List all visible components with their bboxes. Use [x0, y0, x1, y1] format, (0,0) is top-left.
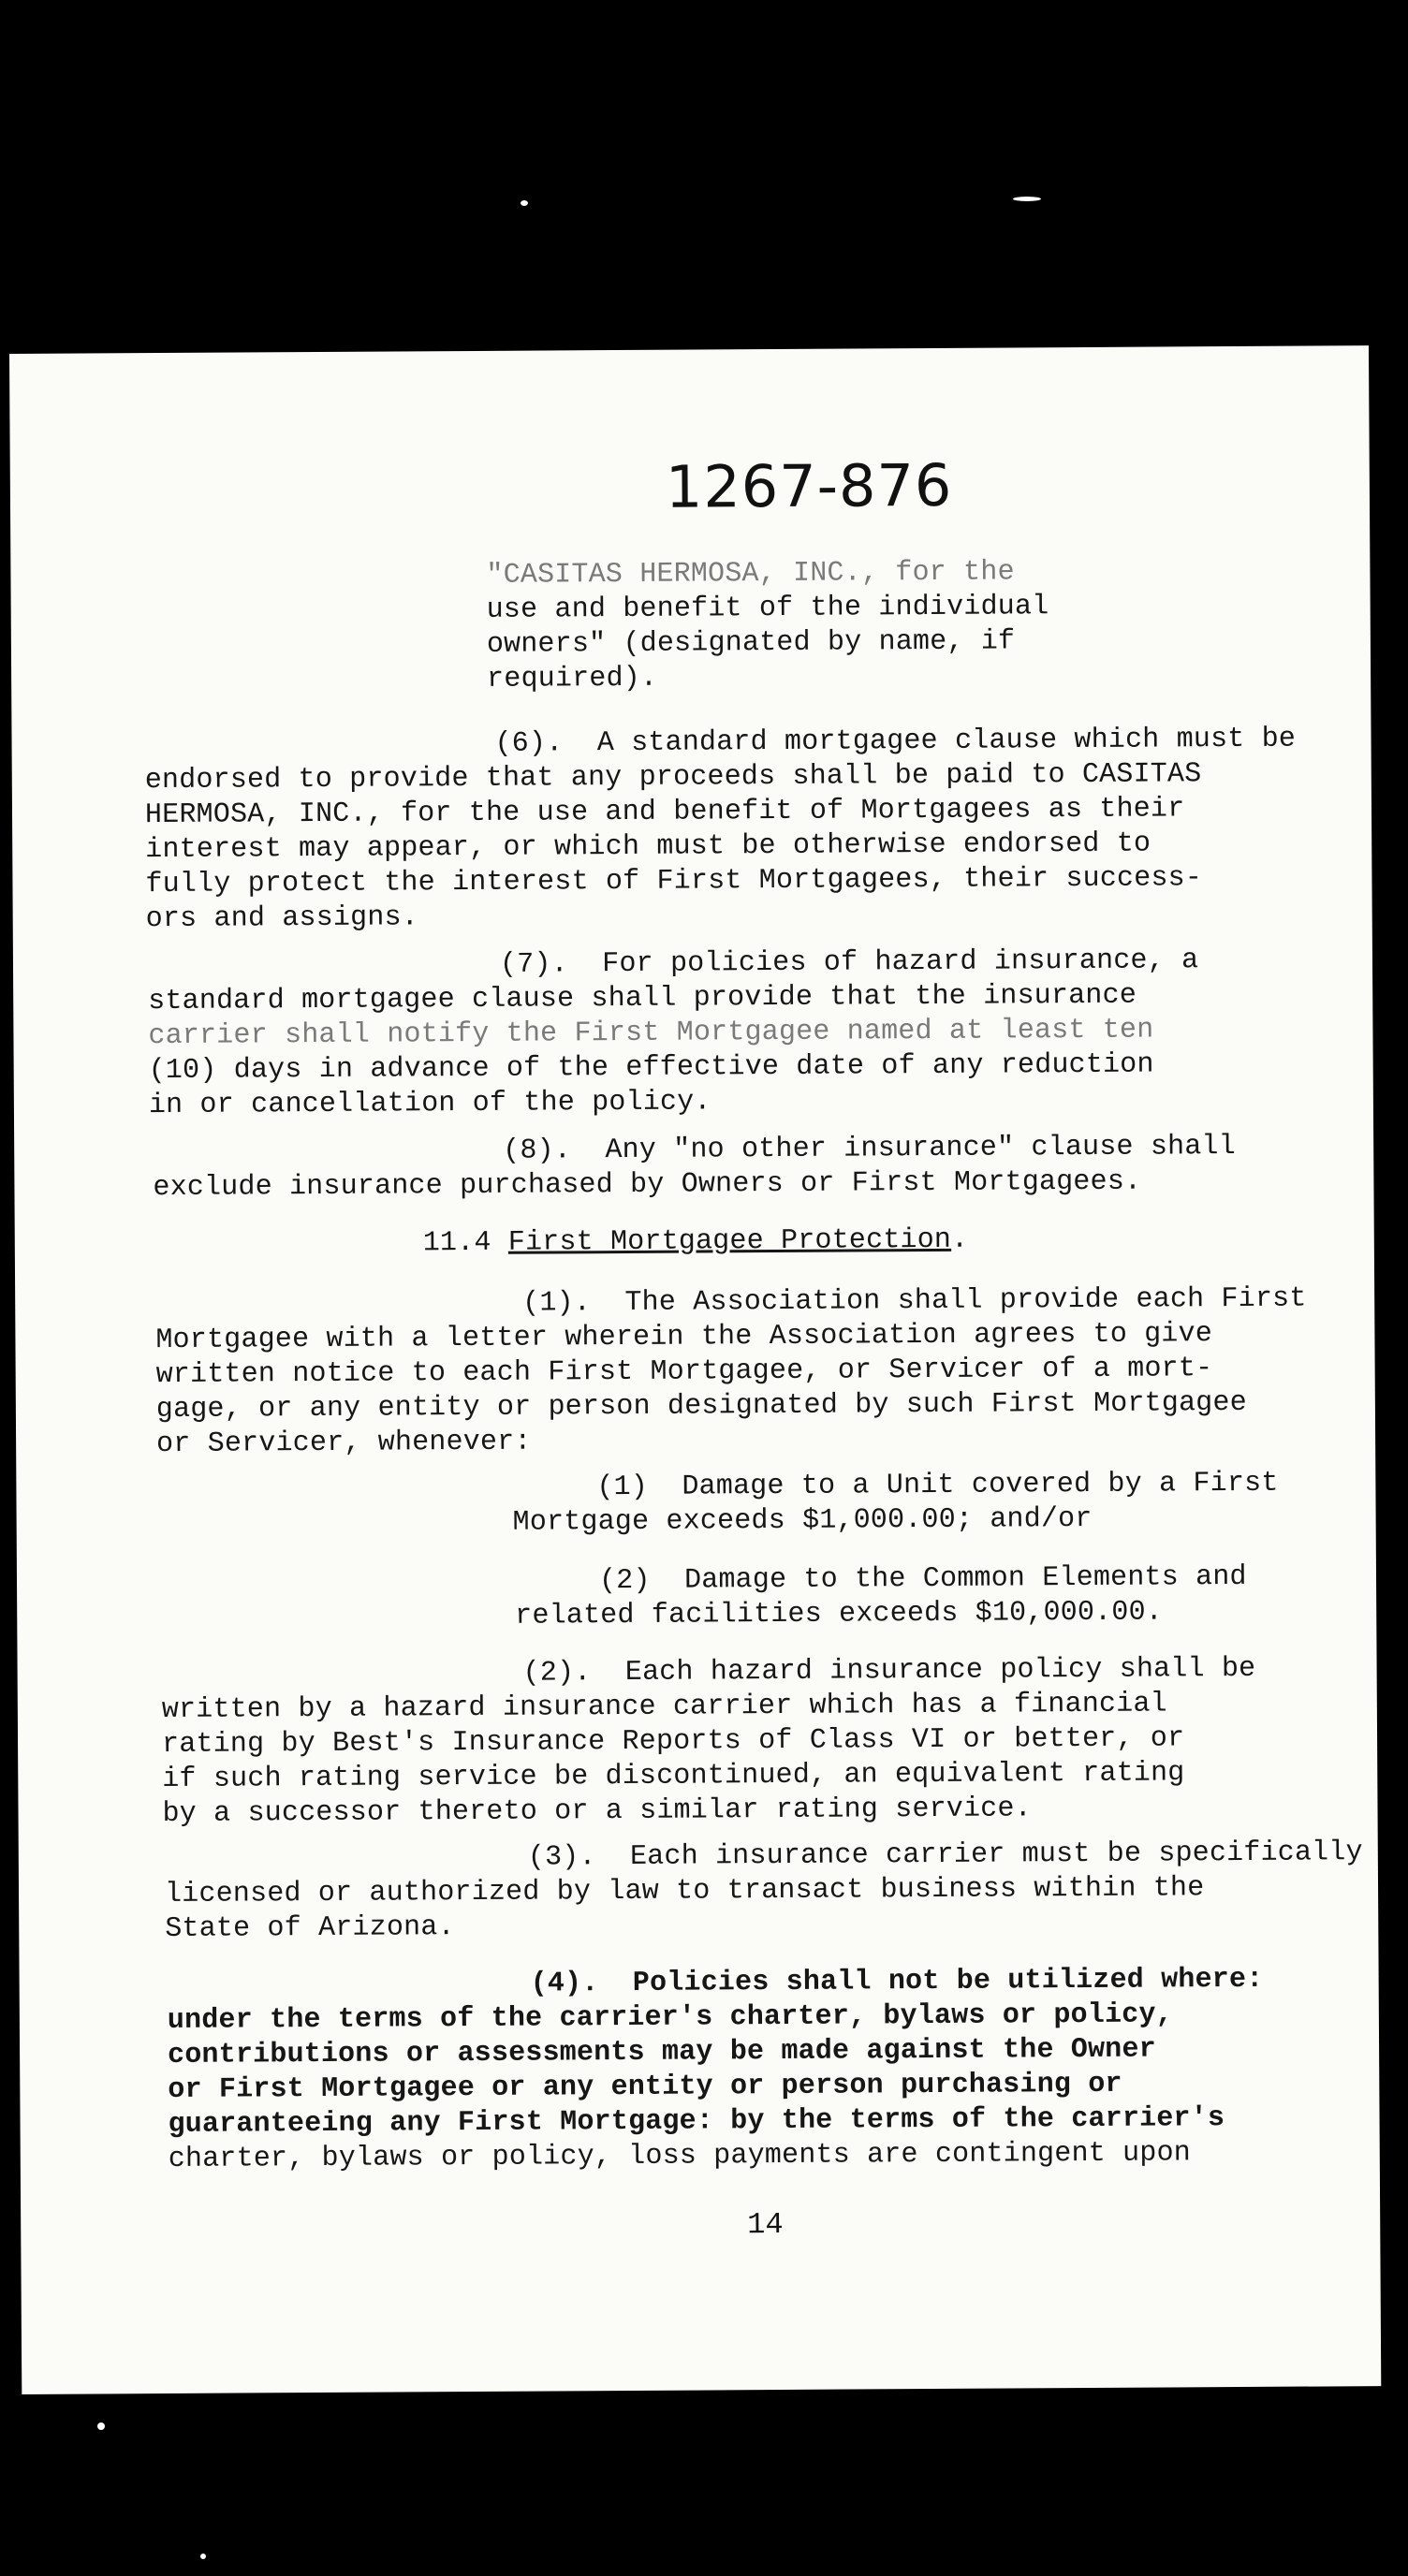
section-title: First Mortgagee Protection — [507, 1223, 952, 1259]
subsection-3 — [165, 1836, 1364, 1947]
scan-speck — [97, 2422, 105, 2430]
text-line: (3). Each insurance carrier must be specifically — [527, 1837, 1363, 1874]
text-line: gage, or any entity or person designated by such First Mortgagee — [155, 1386, 1247, 1427]
text-line: under the terms of the carrier's charter, bylaws or policy, — [167, 1998, 1173, 2038]
text-line: (6). A standard mortgagee clause which must be — [494, 723, 1297, 760]
text-line: ors and assigns. — [145, 901, 419, 936]
text-line: in or cancellation of the policy. — [148, 1086, 711, 1122]
text-line: (2) Damage to the Common Elements and — [598, 1560, 1247, 1598]
document-page — [9, 345, 1381, 2394]
text-line: owners" (designated by name, if — [486, 625, 1016, 661]
text-line: licensed or authorized by law to transact business within the — [164, 1872, 1205, 1911]
text-line: Mortgage exceeds $1,000.00; and/or — [512, 1502, 1093, 1539]
text-line: interest may appear, or which must be otherwise endorsed to — [145, 827, 1151, 867]
subsection-1 — [155, 1282, 1307, 1463]
text-line: (1) Damage to a Unit covered by a First — [596, 1467, 1279, 1504]
scan-speck — [521, 200, 528, 206]
text-line: (4). Policies shall not be utilized where: — [530, 1963, 1264, 2000]
subsection-4 — [168, 1963, 1265, 2177]
subsection-2 — [162, 1652, 1257, 1832]
scan-speck — [1013, 197, 1041, 201]
paragraph-6 — [144, 723, 1297, 938]
text-line: Mortgagee with a letter wherein the Association agrees to give — [155, 1318, 1213, 1357]
scan-speck — [200, 2554, 206, 2559]
text-line: "CASITAS HERMOSA, INC., for the — [486, 556, 1015, 592]
paragraph-7 — [148, 944, 1199, 1123]
text-line: written notice to each First Mortgagee, or Servicer of a mort- — [155, 1353, 1213, 1392]
section-number: 11.4 — [422, 1226, 491, 1260]
text-line: related facilities exceeds $10,000.00. — [515, 1596, 1164, 1632]
text-line: (2). Each hazard insurance policy shall be — [522, 1652, 1256, 1690]
text-line: charter, bylaws or policy, loss payments are contingent upon — [168, 2137, 1192, 2175]
text-line: carrier shall notify the First Mortgagee named at least ten — [148, 1014, 1154, 1053]
text-line: guaranteeing any First Mortgage: by the terms of the carrier's — [168, 2102, 1225, 2141]
text-line: written by a hazard insurance carrier which has a financial — [161, 1688, 1167, 1727]
text-line: HERMOSA, INC., for the use and benefit of Mortgagees as their — [144, 793, 1185, 832]
section-title-end: . — [950, 1223, 969, 1256]
clause-intro — [486, 555, 1049, 697]
text-line: use and benefit of the individual — [486, 591, 1049, 626]
subsection-1-item-1 — [512, 1467, 1279, 1541]
text-line: rating by Best's Insurance Reports of Class VI or better, or — [161, 1722, 1185, 1762]
subsection-1-item-2 — [515, 1560, 1247, 1634]
text-line: or First Mortgagee or any entity or person purchasing or — [168, 2068, 1122, 2106]
document-number: 1267-876 — [665, 450, 953, 521]
text-line: (8). Any "no other insurance" clause shall — [503, 1131, 1237, 1167]
text-line: contributions or assessments may be made against the Owner — [168, 2033, 1156, 2072]
text-line: (7). For policies of hazard insurance, a — [499, 944, 1199, 981]
text-line: or Servicer, whenever: — [156, 1426, 532, 1461]
text-line: if such rating service be discontinued, an equivalent rating — [162, 1757, 1185, 1796]
text-line: State of Arizona. — [165, 1911, 455, 1946]
text-line: required). — [487, 662, 658, 695]
section-heading — [423, 1223, 969, 1262]
text-line: by a successor thereto or a similar rating service. — [162, 1793, 1032, 1831]
text-line: (1). The Association shall provide each First — [522, 1282, 1307, 1320]
section-heading-text — [423, 1223, 969, 1262]
text-line: (10) days in advance of the effective date of any reduction — [148, 1048, 1154, 1088]
text-line: standard mortgagee clause shall provide that the insurance — [148, 979, 1137, 1018]
page-number: 14 — [747, 2206, 784, 2243]
text-line: exclude insurance purchased by Owners or First Mortgagees. — [153, 1165, 1142, 1205]
text-line: fully protect the interest of First Mortgagees, their success- — [145, 862, 1203, 901]
paragraph-8 — [153, 1130, 1236, 1206]
text-line: endorsed to provide that any proceeds shall be paid to CASITAS — [144, 758, 1202, 798]
